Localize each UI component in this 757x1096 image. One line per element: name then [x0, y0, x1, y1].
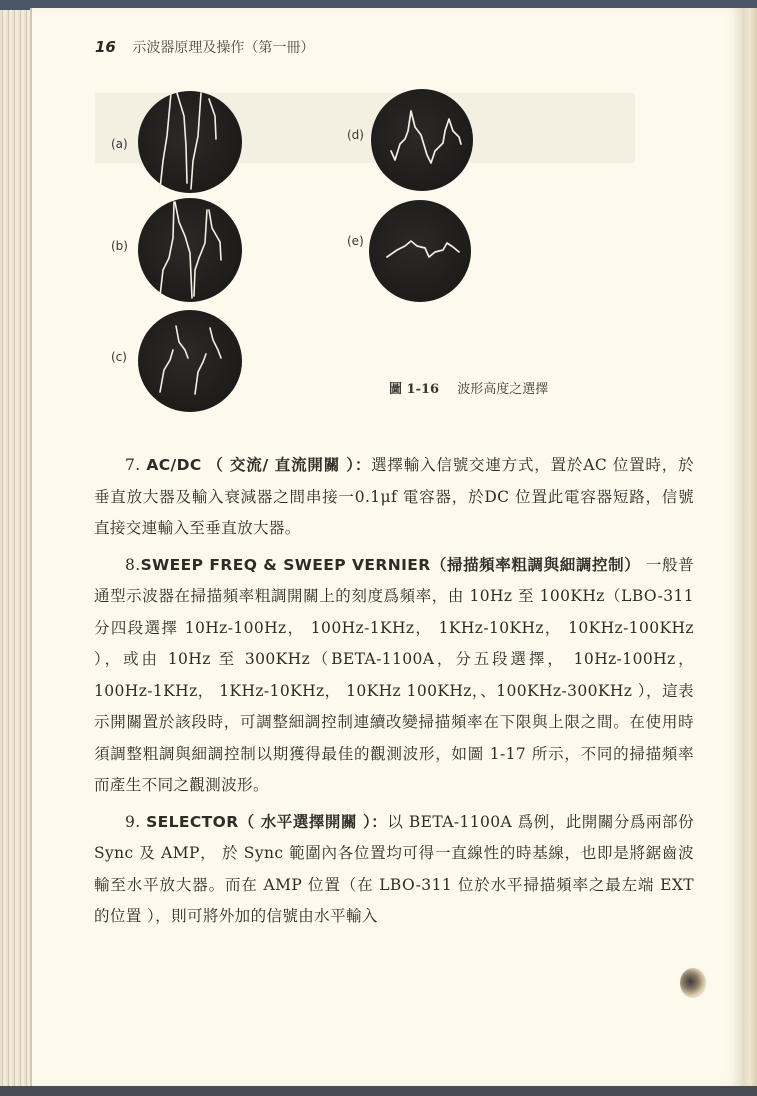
section-8-text: 一般普通型示波器在掃描頻率粗調開關上的刻度爲頻率，由 10Hz 至 100KHz（LBO-311 分四段選擇 10Hz-100Hz， 100Hz-1KHz， 1KHz-10KHz， 10KHz-100KHz ），或由 10Hz 至 300KHz（BETA-1100A，分五段選擇， 10Hz-100Hz， 100Hz-1KHz， 1KHz-10KHz， 10KHz 100KHz，、100KHz-300KHz ），這表示開關置於該段時，可調整細調控制連續改變掃描頻率在下限與上限之間。在使用時須調整粗調與細調控制以期獲得最佳的觀測波形，如圖 1-17 所示，不同的掃描頻率而產生不同之觀測波形。: [94, 555, 695, 794]
section-9-text: 以 BETA-1100A 爲例，此開關分爲兩部份 Sync 及 AMP， 於 Sync 範圍內各位置均可得一直線性的時基線，也即是將鋸齒波輸至水平放大器。而在 AMP 位置（在 LBO-311 位於水平掃描頻率之最左端 EXT 的位置 ），則可將外加的信號由水平輸入: [94, 812, 694, 925]
section-9-term: SELECTOR: [146, 812, 239, 831]
figure-number: 圖 1-16: [389, 382, 440, 397]
binding-hole: [680, 968, 706, 998]
section-7-text: 選擇輸入信號交連方式，置於AC 位置時，於垂直放大器及輸入衰減器之間串接一0.1μf 電容器，於DC 位置此電容器短路，信號直接交連輸入至垂直放大器。: [94, 456, 694, 537]
oscilloscope-screen-e: [369, 200, 471, 302]
section-9: [94, 807, 694, 933]
page-number: 16: [95, 38, 116, 56]
panel-label-b: (b): [111, 239, 128, 253]
waveform-e: [369, 200, 471, 302]
section-7-term-cn: （ 交流/ 直流開關 ）：: [207, 456, 372, 474]
section-9-number: 9.: [125, 812, 141, 831]
book-title: 示波器原理及操作（第一冊）: [132, 40, 315, 56]
section-7: [94, 450, 694, 545]
running-head: [95, 37, 314, 57]
section-8: [94, 550, 694, 802]
body-text: [94, 450, 694, 933]
waveform-c: [138, 310, 242, 412]
panel-label-e: (e): [347, 234, 364, 248]
waveform-b: [138, 198, 242, 302]
figure-caption-text: 波形高度之選擇: [457, 382, 549, 397]
panel-label-d: (d): [347, 128, 364, 142]
section-8-term-cn: （掃描頻率粗調與細調控制）: [430, 555, 641, 574]
section-7-term: AC/DC: [146, 456, 202, 474]
oscilloscope-screen-d: [371, 89, 473, 191]
section-8-number: 8.: [125, 555, 141, 574]
waveform-d: [371, 89, 473, 191]
section-7-number: 7.: [125, 456, 141, 474]
figure-caption: [389, 378, 548, 397]
oscilloscope-screen-a: [138, 91, 242, 193]
section-9-term-cn: （ 水平選擇開關 ）：: [238, 812, 388, 831]
book-page-edges-right: [743, 8, 757, 1086]
oscilloscope-screen-b: [138, 198, 242, 302]
panel-label-a: (a): [111, 137, 128, 151]
section-8-term: SWEEP FREQ & SWEEP VERNIER: [140, 555, 431, 574]
waveform-a: [138, 91, 242, 193]
scan-bottom-border: [0, 1086, 757, 1096]
panel-label-c: (c): [111, 350, 127, 364]
oscilloscope-screen-c: [138, 310, 242, 412]
